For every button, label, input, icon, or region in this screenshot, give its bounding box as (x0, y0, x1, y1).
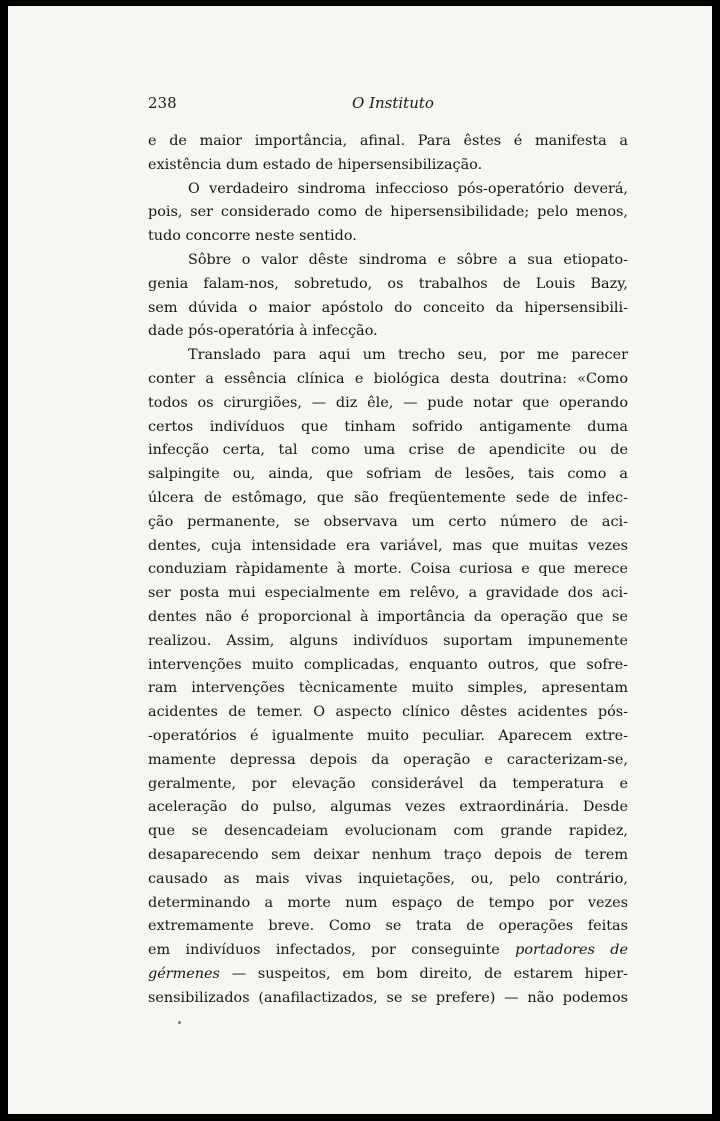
text-line: mamente depressa depois da operação e caracterizam-se, (148, 751, 628, 768)
text-line: determinando a morte num espaço de tempo por vezes (148, 894, 628, 911)
text-line: realizou. Assim, alguns indivíduos suportam impunemente (148, 632, 628, 649)
text-line: que se desencadeiam evolucionam com grande rapidez, (148, 823, 628, 840)
text-line: existência dum estado de hipersensibilização. (148, 156, 483, 173)
text-line: genia falam-nos, sobretudo, os trabalhos de Louis Bazy, (148, 275, 628, 292)
text-line: conduziam ràpidamente à morte. Coisa curiosa e que merece (148, 561, 628, 578)
running-title: O Instituto (352, 94, 434, 112)
italic-run: portadores de (515, 942, 629, 959)
text-line: todos os cirurgiões, — diz êle, — pude notar que operando (148, 394, 628, 411)
text-line: tudo concorre neste sentido. (148, 228, 357, 245)
page-number: 238 (148, 94, 177, 112)
text-line: dentes, cuja intensidade era variável, mas que muitas vezes (148, 537, 628, 554)
page-header (148, 94, 638, 116)
text-line: úlcera de estômago, que são freqüentemente sede de infec- (148, 489, 628, 506)
paper-speck (178, 1021, 181, 1024)
text-line: certos indivíduos que tinham sofrido antigamente duma (148, 418, 628, 435)
paragraph-1 (148, 130, 628, 178)
text-line: Sôbre o valor dêste sindroma e sôbre a sua etiopato- (188, 251, 628, 268)
text-line: e de maior importância, afinal. Para êstes é manifesta a (148, 133, 628, 149)
paragraph-2 (148, 178, 628, 249)
text-line: ção permanente, se observava um certo número de aci- (148, 513, 628, 530)
text-line (148, 963, 628, 987)
text-line: infecção certa, tal como uma crise de apendicite ou de (148, 442, 628, 459)
text-line (148, 939, 628, 963)
text-line: aceleração do pulso, algumas vezes extraordinária. Desde (148, 799, 628, 816)
text-line: desaparecendo sem deixar nenhum traço depois de terem (148, 846, 628, 863)
text-line: sem dúvida o maior apóstolo do conceito da hipersensibili- (148, 299, 628, 316)
text-line: ram intervenções tècnicamente muito simples, apresentam (148, 680, 628, 697)
text-run: — suspeitos, em bom direito, de estarem hiper- (219, 965, 628, 982)
text-line: salpingite ou, ainda, que sofriam de lesões, tais como a (148, 466, 628, 483)
text-line: O verdadeiro sindroma infeccioso pós-operatório deverá, (188, 180, 628, 197)
italic-run: gérmenes (148, 965, 220, 982)
text-line: conter a essência clínica e biológica desta doutrina: «Como (148, 370, 628, 387)
text-run: em indivíduos infectados, por conseguinte (148, 942, 516, 959)
text-line: ser posta mui especialmente em relêvo, a gravidade dos aci- (148, 585, 628, 602)
text-line: pois, ser considerado como de hipersensibilidade; pelo menos, (148, 204, 628, 221)
text-line: -operatórios é igualmente muito peculiar. Aparecem extre- (148, 727, 628, 744)
paragraph-4 (148, 344, 628, 1010)
text-line: acidentes de temer. O aspecto clínico dêstes acidentes pós- (148, 704, 628, 721)
text-line: geralmente, por elevação considerável da temperatura e (148, 775, 628, 792)
text-line: Translado para aqui um trecho seu, por me parecer (188, 347, 628, 364)
paragraph-3 (148, 249, 628, 344)
text-line: extremamente breve. Como se trata de operações feitas (148, 918, 628, 935)
text-line: dade pós-operatória à infecção. (148, 323, 378, 340)
text-line: dentes não é proporcional à importância da operação que se (148, 608, 628, 625)
text-line: sensibilizados (anafilactizados, se se prefere) — não podemos (148, 989, 628, 1006)
text-line: intervenções muito complicadas, enquanto outros, que sofre- (148, 656, 628, 673)
text-line: causado as mais vivas inquietações, ou, pelo contrário, (148, 870, 628, 887)
body-text (148, 130, 628, 1010)
